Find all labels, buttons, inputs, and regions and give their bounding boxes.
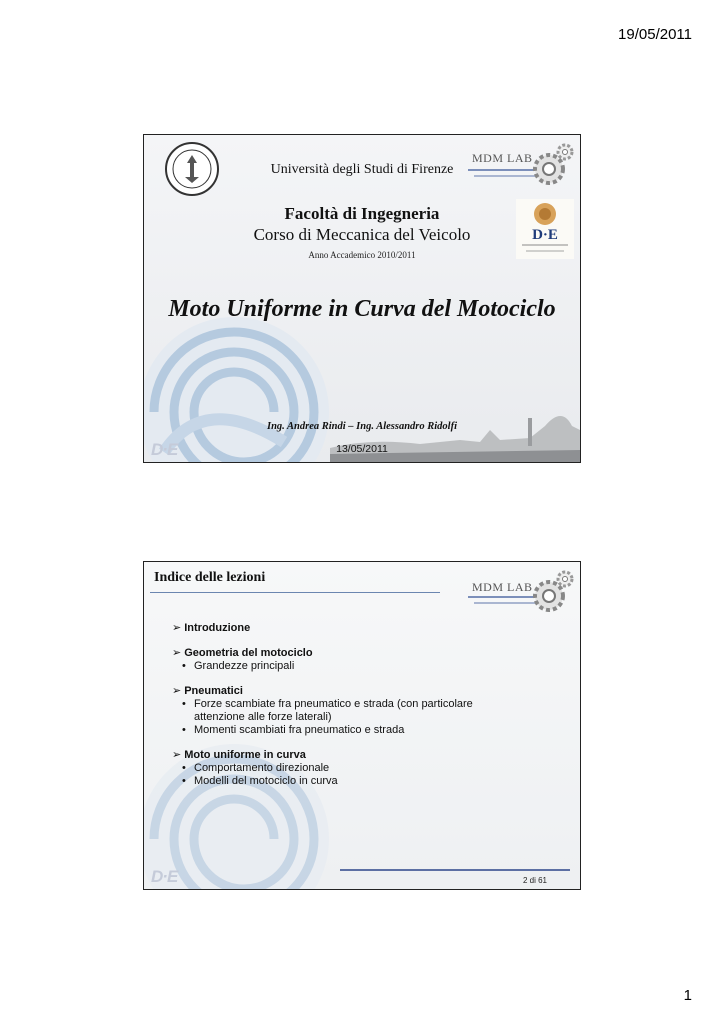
page-date: 19/05/2011: [618, 26, 692, 43]
slide-number: 2 di 61: [522, 876, 547, 885]
academic-year: Anno Accademico 2010/2011: [308, 250, 416, 260]
toc-section: [172, 685, 484, 737]
toc-subitem: • Forze scambiate fra pneumatico e strada (con particolare attenzione alle forze laterali): [182, 698, 473, 723]
arrow-bullet-icon: ➢: [172, 749, 182, 761]
toc-subitem: • Grandezze principali: [182, 660, 295, 672]
mdm-lab-text: MDM LAB: [472, 151, 533, 165]
mdm-lab-text: MDM LAB: [472, 580, 533, 594]
toc-heading-label: Pneumatici: [184, 685, 243, 697]
table-of-contents: [172, 622, 484, 800]
toc-subitem-label: Grandezze principali: [194, 660, 295, 672]
footer-divider: [340, 869, 570, 871]
de-mark-logo: D·E: [151, 867, 178, 886]
arrow-bullet-icon: ➢: [172, 622, 182, 634]
toc-heading: [172, 685, 484, 698]
toc-heading-label: Geometria del motociclo: [184, 647, 313, 659]
toc-heading: [172, 749, 484, 762]
slide-2: [143, 561, 581, 890]
faculty-name: Facoltà di Ingegneria: [284, 204, 440, 223]
toc-subitem-label: Modelli del motociclo in curva: [194, 775, 338, 787]
toc-heading-label: Introduzione: [184, 622, 251, 634]
mdm-lab-logo: [466, 566, 576, 618]
toc-subitem-label: Comportamento direzionale: [194, 762, 330, 774]
toc-subitem: • Comportamento direzionale: [182, 762, 330, 774]
mdm-lab-logo: [466, 139, 576, 191]
course-name: Corso di Meccanica del Veicolo: [253, 225, 471, 244]
svg-text:D·E: D·E: [532, 227, 558, 243]
toc-subitem-label: Forze scambiate fra pneumatico e strada (con particolare attenzione alle forze laterali): [194, 698, 473, 723]
slide-date: 13/05/2011: [336, 443, 388, 455]
toc-section: [172, 749, 484, 788]
gear-logo-icon: [528, 568, 574, 616]
de-department-logo-icon: [516, 199, 574, 259]
page-number: 1: [683, 987, 692, 1004]
authors: Ing. Andrea Rindi – Ing. Alessandro Ridolfi: [266, 421, 458, 432]
toc-section: [172, 647, 484, 673]
toc-heading: [172, 647, 484, 660]
toc-subitem: • Momenti scambiati fra pneumatico e strada: [182, 724, 405, 736]
arrow-bullet-icon: ➢: [172, 647, 182, 659]
university-name: Università degli Studi di Firenze: [270, 162, 454, 177]
toc-subitem-label: Momenti scambiati fra pneumatico e strada: [194, 724, 405, 736]
de-mark-logo: D·E: [151, 440, 178, 459]
slide-1: [143, 134, 581, 463]
toc-heading-label: Moto uniforme in curva: [184, 749, 306, 761]
presentation-title: Moto Uniforme in Curva del Motociclo: [168, 296, 556, 322]
toc-subitem: • Modelli del motociclo in curva: [182, 775, 338, 787]
toc-heading: [172, 622, 484, 635]
toc-section: [172, 622, 484, 635]
title-divider: [150, 592, 440, 593]
arrow-bullet-icon: ➢: [172, 685, 182, 697]
slide-title: Indice delle lezioni: [154, 570, 266, 585]
gear-logo-icon: [528, 141, 574, 189]
